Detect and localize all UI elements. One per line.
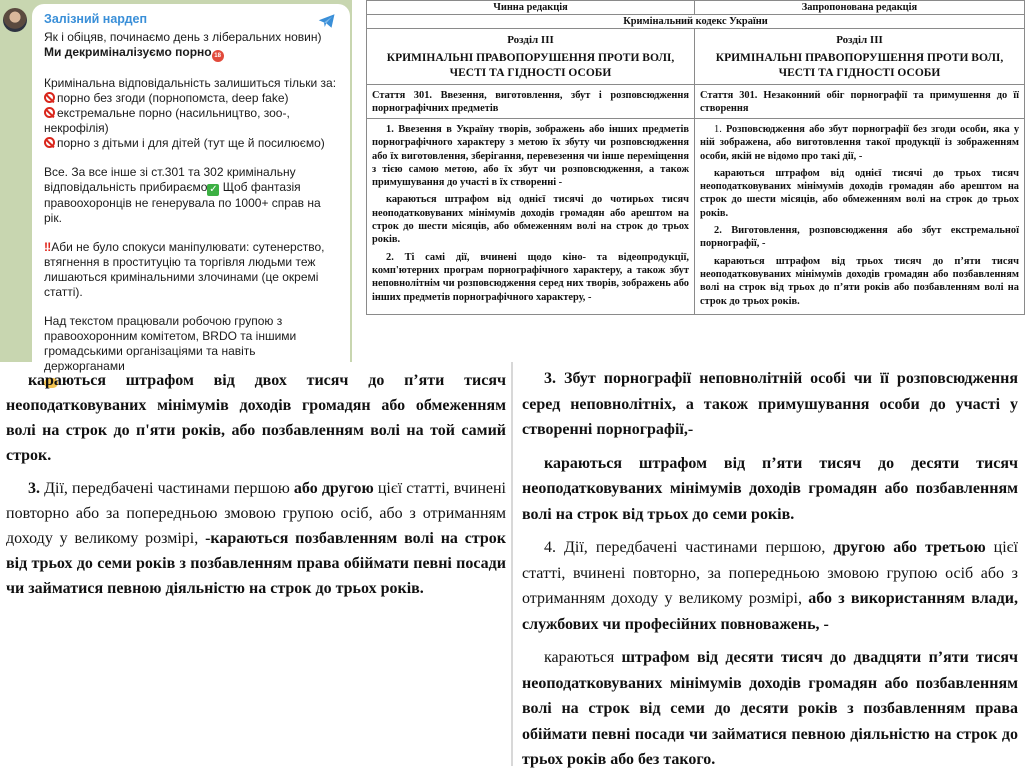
channel-avatar[interactable] — [3, 8, 27, 32]
current-part-1-penalty: караються штрафом від однієї тисячі до чотирьох тисяч неоподатковуваних мінімумів доходів громадян або арештом на строк до шести місяців, або обмеженням волі на строк до трьох років. — [372, 194, 689, 246]
adult-18-emoji-icon: 18 — [212, 50, 224, 62]
prohibited-icon — [44, 92, 55, 103]
current-part-1: 1. Ввезення в Україну творів, зображень або інших предметів порнографічного характеру з метою їх збуту чи розповсюдження або їх виготовлення, зберігання, перевезення чи інше переміщення з тією самою метою, або їх збут чи розповсюдження, а також примушування до участі в їх створенні - — [372, 124, 689, 189]
intro-paragraph — [44, 30, 338, 62]
current-edition-continuation — [0, 366, 512, 766]
list-item: порно без згоди (порнопомста, deep fake) — [44, 91, 338, 106]
section-number: Розділ ІІІ — [836, 34, 883, 46]
table-row — [367, 85, 1025, 119]
warning-paragraph: ‼Аби не було спокуси маніпулювати: сутенерство, втягнення в проституцію та торгівля людьми теж лишаються кримінальними злочинами (це окремі статті). — [44, 240, 325, 299]
liability-list — [44, 76, 338, 151]
list-item: порно з дітьми і для дітей (тут ще й посилюємо) — [44, 136, 338, 151]
page-divider — [511, 362, 513, 766]
proposed-edition-continuation — [514, 362, 1024, 766]
code-title: Кримінальний кодекс України — [367, 15, 1025, 29]
intro-bold-text: Ми декриміналізуємо порно — [44, 45, 212, 59]
list-item: екстремальне порно (насильництво, зоо-, некрофілія) — [44, 106, 290, 135]
rest-paragraph: Все. За все інше зі ст.301 та 302 кримінальну відповідальність прибираємо ✓ Щоб фантазія правоохоронців не генерувала по 1000+ справ на рік. — [44, 165, 321, 225]
current-part-3: 3. Дії, передбачені частинами першою або другою цієї статті, вчинені повторно або за попередньою змовою групою осіб, або з отриманням доходу у великому розмірі, -караються позбавленням волі на строк від трьох до семи років з позбавленням права обіймати певні посади чи займатися певною діяльністю на строк до трьох років. — [6, 480, 506, 597]
table-row — [367, 119, 1025, 315]
liability-header: Кримінальна відповідальність залишиться тільки за: — [44, 76, 337, 90]
check-mark-icon: ✓ — [209, 184, 218, 195]
current-part-2-penalty: караються штрафом від двох тисяч до п’яти тисяч неоподатковуваних мінімумів доходів громадян або обмеженням волі на строк до п'яти років, або позбавленням волі на той самий строк. — [6, 372, 506, 464]
credits-paragraph: Над текстом працювали робочою групою з правоохоронним комітетом, BRDO та іншими громадськими організаціями та навіть держорганами — [44, 314, 338, 391]
table-header-row — [367, 1, 1025, 15]
prohibited-icon — [44, 107, 55, 118]
proposed-text-cell — [695, 119, 1025, 315]
telegram-share-icon[interactable] — [318, 13, 336, 29]
proposed-part-4: 4. Дії, передбачені частинами першою, другою або третьою цієї статті, вчинені повторно, за попередньою змовою групою осіб або з отриманням доходу у великому розмірі, або з використанням влади, службових чи професійних повноважень, - — [522, 539, 1018, 633]
double-exclamation-icon: ‼ — [44, 240, 52, 254]
comparison-table-panel — [366, 0, 1024, 362]
comparison-table — [366, 0, 1025, 315]
proposed-article-title: Стаття 301. Незаконний обіг порнографії та примушення до її створення — [695, 85, 1025, 119]
current-part-2: 2. Ті самі дії, вчинені щодо кіно- та відеопродукції, комп'ютерних програм порнографічного характеру, а також збут неповнолітнім чи розповсюдження серед них творів, зображень або інших предметів порнографічного характеру, - — [372, 251, 689, 303]
channel-name[interactable]: Залізний нардеп — [44, 12, 148, 26]
col-header-proposed: Запропонована редакція — [695, 1, 1025, 15]
prohibited-icon — [44, 137, 55, 148]
section-title: КРИМІНАЛЬНІ ПРАВОПОРУШЕННЯ ПРОТИ ВОЛІ, ЧЕСТІ ТА ГІДНОСТІ ОСОБИ — [715, 52, 1004, 79]
section-number: Розділ ІІІ — [507, 34, 554, 46]
proposed-part-3-penalty: караються штрафом від п’яти тисяч до десяти тисяч неоподатковуваних мінімумів доходів громадян або позбавленням волі на строк від трьох до семи років. — [522, 454, 1018, 523]
telegram-post-panel — [0, 0, 352, 373]
proposed-part-4-penalty: караються штрафом від десяти тисяч до двадцяти п’яти тисяч неоподатковуваних мінімумів доходів громадян або позбавленням волі на строк від семи до десяти років з позбавленням права обіймати певні посади чи займатися певною діяльністю на строк до трьох років або без такого. — [522, 649, 1019, 768]
current-article-title: Стаття 301. Ввезення, виготовлення, збут і розповсюдження порнографічних предметів — [367, 85, 695, 119]
section-cell-proposed — [695, 29, 1025, 85]
proposed-part-3: 3. Збут порнографії неповнолітній особі чи її розповсюдження серед неповнолітніх, а також примушування особи до участі у створенні порнографії,- — [522, 370, 1018, 438]
col-header-current: Чинна редакція — [367, 1, 695, 15]
current-text-cell — [367, 119, 695, 315]
section-cell-current — [367, 29, 695, 85]
proposed-part-1-penalty: караються штрафом від однієї тисячі до трьох тисяч неоподатковуваних мінімумів доходів громадян або арештом на строк до шести місяців, або обмеженням волі на строк до трьох років. — [700, 167, 1019, 219]
proposed-part-2: 2. Виготовлення, розповсюдження або збут екстремальної порнографії, - — [700, 225, 1019, 250]
proposed-part-1: 1. Розповсюдження або збут порнографії без згоди особи, яка у ній зображена, або виготовлення такої продукції із зображенням особи, якій не відомо про такі дії, - — [700, 124, 1020, 162]
section-title: КРИМІНАЛЬНІ ПРАВОПОРУШЕННЯ ПРОТИ ВОЛІ, ЧЕСТІ ТА ГІДНОСТІ ОСОБИ — [386, 52, 675, 79]
proposed-part-2-penalty: караються штрафом від трьох тисяч до п’яти тисяч неоподатковуваних мінімумів доходів громадян або позбавленням волі на строк від трьох до п’яти років або позбавленням волі на строк до трьох років. — [700, 255, 1019, 307]
table-row — [367, 15, 1025, 29]
table-row — [367, 29, 1025, 85]
message-bubble — [32, 4, 350, 373]
intro-text: Як і обіцяв, починаємо день з ліберальних новин) — [44, 30, 322, 44]
